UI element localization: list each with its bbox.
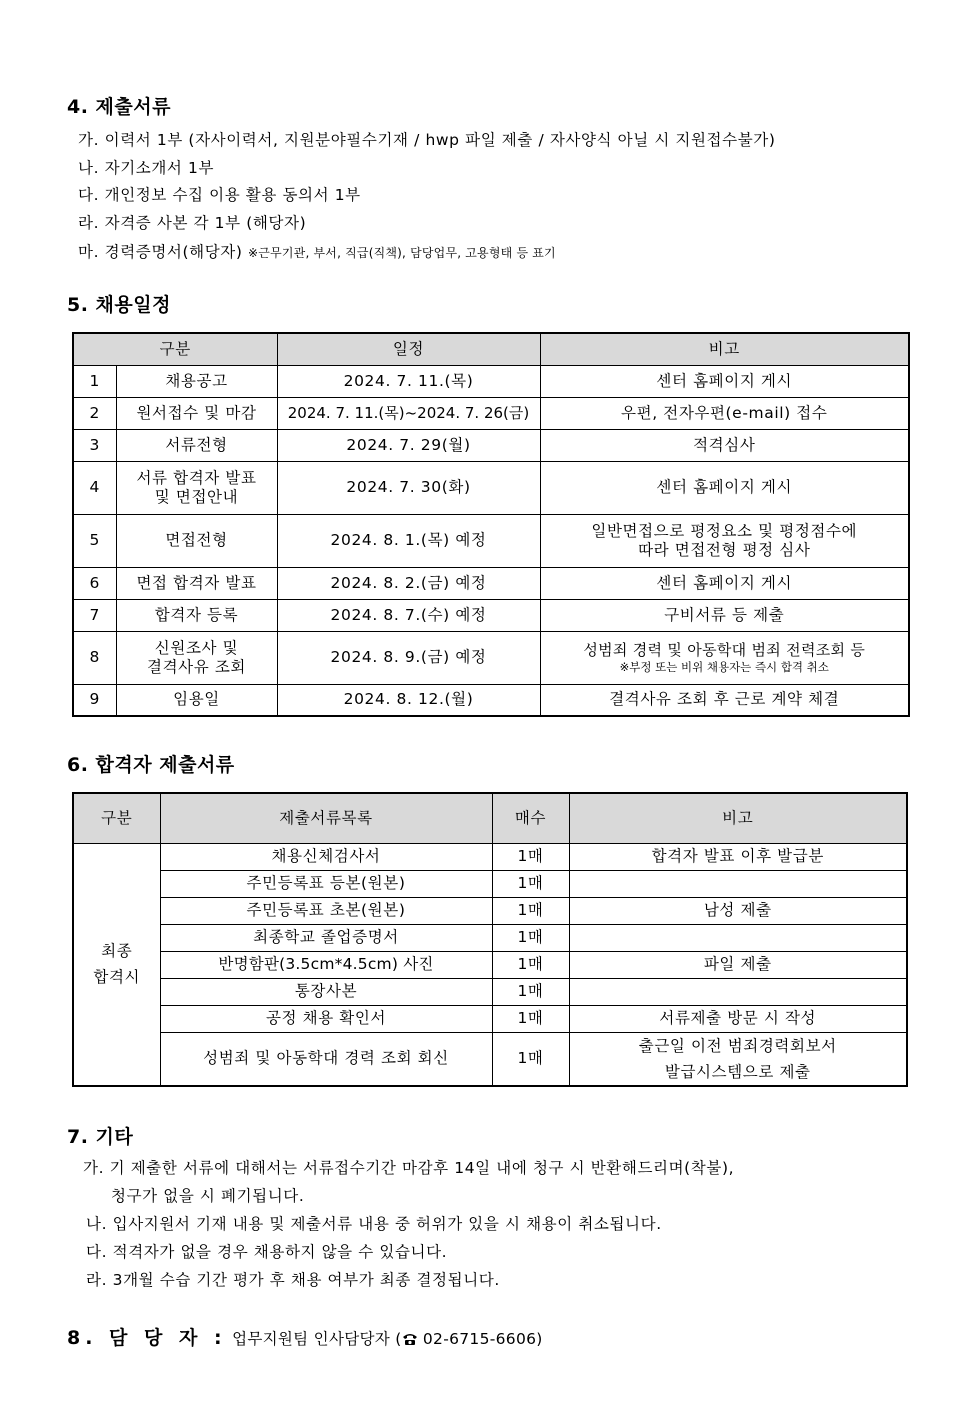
row-remark xyxy=(540,514,909,567)
doc-count: 1매 xyxy=(492,870,569,897)
row-remark: 센터 홈페이지 게시 xyxy=(540,365,909,397)
row-no: 9 xyxy=(73,684,116,716)
schedule-header-category: 구분 xyxy=(73,333,277,365)
row-name: 합격자 등록 xyxy=(116,599,277,631)
doc-count: 1매 xyxy=(492,924,569,951)
doc-name: 채용신체검사서 xyxy=(160,843,492,870)
row-no: 3 xyxy=(73,429,116,461)
doc-count: 1매 xyxy=(492,951,569,978)
row-remark-line1: 일반면접으로 평정요소 및 평정점수에 xyxy=(591,521,858,540)
row-no: 5 xyxy=(73,514,116,567)
doc-count: 1매 xyxy=(492,978,569,1005)
docs-header-list: 제출서류목록 xyxy=(160,793,492,843)
row-name: 채용공고 xyxy=(116,365,277,397)
row-name: 면접전형 xyxy=(116,514,277,567)
table-row xyxy=(73,951,907,978)
row-remark-line1: 성범죄 경력 및 아동학대 범죄 전력조회 등 xyxy=(583,640,866,659)
doc-remark: 서류제출 방문 시 작성 xyxy=(569,1005,907,1032)
doc-name: 성범죄 및 아동학대 경력 조회 회신 xyxy=(160,1032,492,1086)
doc-name: 반명함판(3.5cm*4.5cm) 사진 xyxy=(160,951,492,978)
row-remark: 우편, 전자우편(e-mail) 접수 xyxy=(540,397,909,429)
row-name: 원서접수 및 마감 xyxy=(116,397,277,429)
section-6-title: 6. 합격자 제출서류 xyxy=(67,754,235,776)
row-remark: 적격심사 xyxy=(540,429,909,461)
docs-group-line2: 합격시 xyxy=(93,968,141,986)
section-4-title: 4. 제출서류 xyxy=(67,96,171,118)
row-date: 2024. 8. 9.(금) 예정 xyxy=(277,631,540,684)
row-name-line1: 신원조사 및 xyxy=(154,638,239,657)
row-date: 2024. 7. 11.(목)~2024. 7. 26(금) xyxy=(277,397,540,429)
contact-line xyxy=(67,1323,543,1350)
contact-label: 8. 담 당 자 : xyxy=(67,1327,227,1349)
documents-table xyxy=(72,792,908,1087)
table-row xyxy=(73,843,907,870)
doc-count: 1매 xyxy=(492,897,569,924)
s7-item-d: 라. 3개월 수습 기간 평가 후 채용 여부가 최종 결정됩니다. xyxy=(86,1271,500,1289)
row-remark-note: ※부정 또는 비위 채용자는 즉시 합격 취소 xyxy=(619,659,829,674)
row-name: 임용일 xyxy=(116,684,277,716)
table-row xyxy=(73,397,909,429)
table-row xyxy=(73,1005,907,1032)
row-remark: 센터 홈페이지 게시 xyxy=(540,461,909,514)
doc-remark-line1: 출근일 이전 범죄경력회보서 xyxy=(638,1036,837,1055)
row-name-line2: 결격사유 조회 xyxy=(147,657,246,676)
row-name xyxy=(116,631,277,684)
row-no: 2 xyxy=(73,397,116,429)
section-7-title: 7. 기타 xyxy=(67,1126,134,1148)
table-row xyxy=(73,365,909,397)
table-row xyxy=(73,684,909,716)
row-remark: 결격사유 조회 후 근로 계약 체결 xyxy=(540,684,909,716)
docs-header-category: 구분 xyxy=(73,793,160,843)
doc-count: 1매 xyxy=(492,843,569,870)
table-row xyxy=(73,461,909,514)
doc-name: 공정 채용 확인서 xyxy=(160,1005,492,1032)
table-row xyxy=(73,514,909,567)
row-remark: 구비서류 등 제출 xyxy=(540,599,909,631)
row-date: 2024. 7. 11.(목) xyxy=(277,365,540,397)
row-date: 2024. 8. 1.(목) 예정 xyxy=(277,514,540,567)
row-no: 4 xyxy=(73,461,116,514)
schedule-header-remark: 비고 xyxy=(540,333,909,365)
table-row xyxy=(73,978,907,1005)
table-row xyxy=(73,429,909,461)
doc-remark xyxy=(569,924,907,951)
s7-item-c: 다. 적격자가 없을 경우 채용하지 않을 수 있습니다. xyxy=(86,1243,448,1261)
row-date: 2024. 7. 29(월) xyxy=(277,429,540,461)
row-name xyxy=(116,461,277,514)
table-row xyxy=(73,599,909,631)
row-no: 7 xyxy=(73,599,116,631)
phone-icon xyxy=(402,1332,418,1350)
contact-phone: 02-6715-6606) xyxy=(417,1330,543,1348)
table-row xyxy=(73,924,907,951)
row-no: 1 xyxy=(73,365,116,397)
row-date: 2024. 8. 12.(월) xyxy=(277,684,540,716)
row-remark: 센터 홈페이지 게시 xyxy=(540,567,909,599)
schedule-table xyxy=(72,332,910,717)
s7-item-a: 가. 기 제출한 서류에 대해서는 서류접수기간 마감후 14일 내에 청구 시 반환해드리며(착불), xyxy=(83,1159,735,1177)
s7-item-b: 나. 입사지원서 기재 내용 및 제출서류 내용 중 허위가 있을 시 채용이 취소됩니다. xyxy=(86,1215,662,1233)
docs-header-remark: 비고 xyxy=(569,793,907,843)
docs-header-count: 매수 xyxy=(492,793,569,843)
docs-group-cell xyxy=(73,843,160,1086)
s4-item-d: 라. 자격증 사본 각 1부 (해당자) xyxy=(78,214,307,232)
doc-remark: 남성 제출 xyxy=(569,897,907,924)
doc-name: 최종학교 졸업증명서 xyxy=(160,924,492,951)
doc-name: 통장사본 xyxy=(160,978,492,1005)
table-row xyxy=(73,567,909,599)
row-date: 2024. 7. 30(화) xyxy=(277,461,540,514)
row-remark-line2: 따라 면접전형 평정 심사 xyxy=(638,540,811,559)
row-date: 2024. 8. 2.(금) 예정 xyxy=(277,567,540,599)
s4-item-e xyxy=(78,240,556,262)
row-date: 2024. 8. 7.(수) 예정 xyxy=(277,599,540,631)
s4-item-b: 나. 자기소개서 1부 xyxy=(78,159,215,177)
section-5-title: 5. 채용일정 xyxy=(67,294,171,316)
row-no: 6 xyxy=(73,567,116,599)
table-row xyxy=(73,631,909,684)
doc-name: 주민등록표 등본(원본) xyxy=(160,870,492,897)
s4-item-a: 가. 이력서 1부 (자사이력서, 지원분야필수기재 / hwp 파일 제출 / 자사양식 아닐 시 지원접수불가) xyxy=(78,131,776,149)
row-name: 서류전형 xyxy=(116,429,277,461)
row-name: 면접 합격자 발표 xyxy=(116,567,277,599)
doc-count: 1매 xyxy=(492,1005,569,1032)
table-row xyxy=(73,1032,907,1086)
s7-item-a-cont: 청구가 없을 시 폐기됩니다. xyxy=(111,1187,305,1205)
schedule-header-date: 일정 xyxy=(277,333,540,365)
row-name-line2: 및 면접안내 xyxy=(154,487,239,506)
doc-remark xyxy=(569,870,907,897)
table-row xyxy=(73,870,907,897)
docs-group-line1: 최종 xyxy=(101,942,133,960)
doc-remark: 합격자 발표 이후 발급분 xyxy=(569,843,907,870)
s4-item-c: 다. 개인정보 수집 이용 활용 동의서 1부 xyxy=(78,186,361,204)
doc-remark xyxy=(569,1032,907,1086)
doc-remark xyxy=(569,978,907,1005)
table-row xyxy=(73,897,907,924)
doc-name: 주민등록표 초본(원본) xyxy=(160,897,492,924)
s4-item-e-note: ※근무기관, 부서, 직급(직책), 담당업무, 고용형태 등 표기 xyxy=(248,246,556,260)
row-name-line1: 서류 합격자 발표 xyxy=(136,468,257,487)
s4-item-e-text: 마. 경력증명서(해당자) xyxy=(78,243,243,261)
doc-count: 1매 xyxy=(492,1032,569,1086)
doc-remark: 파일 제출 xyxy=(569,951,907,978)
contact-dept: 업무지원팀 인사담당자 ( xyxy=(232,1330,402,1348)
row-remark xyxy=(540,631,909,684)
doc-remark-line2: 발급시스템으로 제출 xyxy=(664,1062,811,1081)
row-no: 8 xyxy=(73,631,116,684)
